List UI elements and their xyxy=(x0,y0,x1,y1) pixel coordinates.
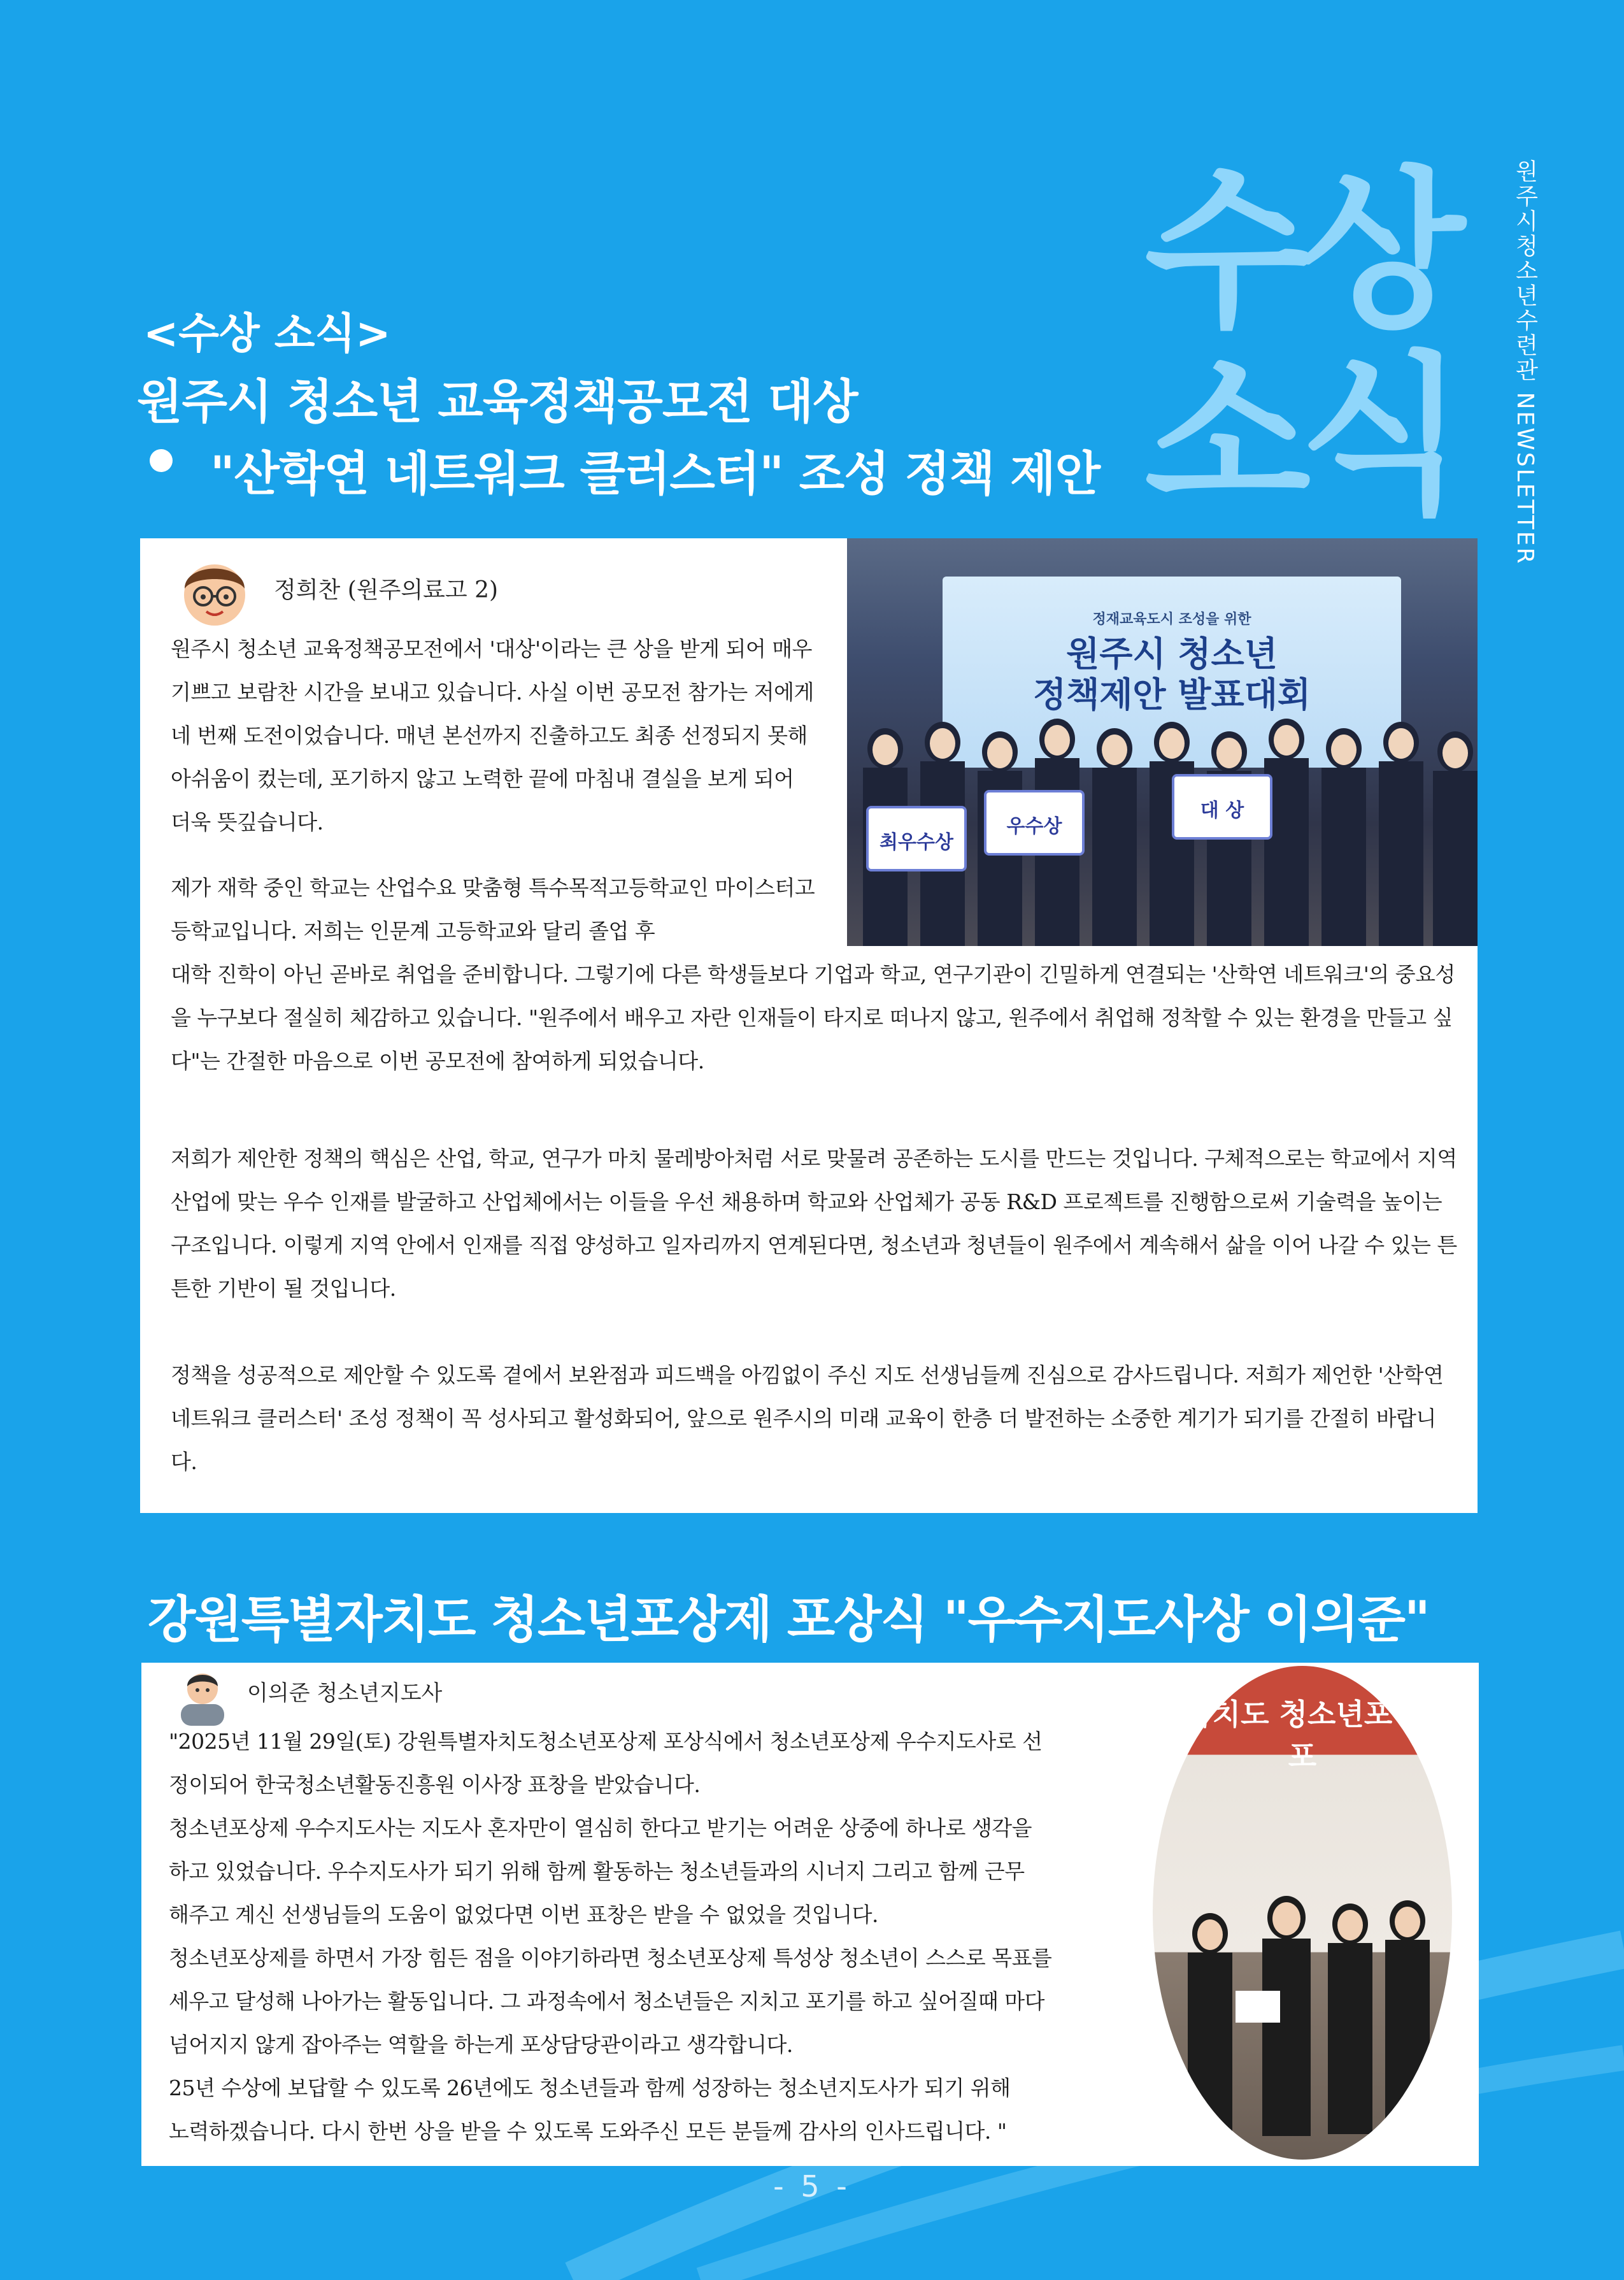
article1-paragraph: 대학 진학이 아닌 곧바로 취업을 준비합니다. 그렇기에 다른 학생들보다 기업과 학교, 연구기관이 긴밀하게 연결되는 '산학연 네트워크'의 중요성을 누구보다 절실히 체감하고 있습니다. "원주에서 배우고 자란 인재들이 타지로 떠나지 않고, 원주에서 취업해 정착할 수 있는 환경을 만들고 싶다"는 간절한 마음으로 이번 공모전에 참여하게 되었습니다. xyxy=(171,962,1455,1073)
article1-paragraph: 제가 재학 중인 학교는 산업수요 맞춤형 특수목적고등학교인 마이스터고등학교입니다. 저희는 인문계 고등학교와 달리 졸업 후 xyxy=(171,875,815,943)
article2-headline: 강원특별자치도 청소년포상제 포상식 "우수지도사상 이의준" xyxy=(148,1591,1429,1649)
screen-title: 원주시 청소년 정책제안 발표대회 xyxy=(1032,634,1311,715)
newsletter-watermark-title: 수상 소식 xyxy=(1144,151,1454,536)
award-placard: 대 상 xyxy=(1172,774,1272,840)
page-number: - 5 - xyxy=(773,2169,851,2204)
article2-body: "2025년 11월 29일(토) 강원특별자치도청소년포상제 포상식에서 청소년포상제 우수지도사로 선 정이되어 한국청소년활동진흥원 이사장 표창을 받았습니다. 청소년포상제 우수지도사는 지도사 혼자만이 열심히 한다고 받기는 어려운 상중에 하나로 생각을 하고 있었습니다. 우수지도사가 되기 위해 함께 활동하는 청소년들과의 시너지 그리고 함께 근무 해주고 계신 선생님들의 도움이 없었다면 이번 표창은 받을 수 없었을 것입니다. 청소년포상제를 하면서 가장 힘든 점을 이야기하라면 청소년포상제 특성상 청소년이 스스로 목표를 세우고 달성해 나아가는 활동입니다. 그 과정속에서 청소년들은 지치고 포기를 하고 싶어질때 마다 넘어지지 않게 잡아주는 역할을 하는게 포상담당관이라고 생각합니다. 25년 수상에 보답할 수 있도록 26년에도 청소년들과 함께 성장하는 청소년지도사가 되기 위해 노력하겠습니다. 다시 한번 상을 받을 수 있도록 도와주신 모든 분들께 감사의 인사드립니다. " xyxy=(169,1729,1052,2144)
article1-paragraph: 정책을 성공적으로 제안할 수 있도록 곁에서 보완점과 피드백을 아낌없이 주신 지도 선생님들께 진심으로 감사드립니다. 저희가 제언한 '산학연 네트워크 클러스터' 조성 정책이 꼭 성사되고 활성화되어, 앞으로 원주시의 미래 교육이 한층 더 발전하는 소중한 계기가 되기를 간절히 바랍니다. xyxy=(171,1363,1444,1474)
award-photo-oval xyxy=(1153,1666,1452,2160)
article1-paragraph: 원주시 청소년 교육정책공모전에서 '대상'이라는 큰 상을 받게 되어 매우 기쁘고 보람찬 시간을 보내고 있습니다. 사실 이번 공모전 참가는 저에게 네 번째 도전이었습니다. 매년 본선까지 진출하고도 최종 선정되지 못해 아쉬움이 컸는데, 포기하지 않고 노력한 끝에 마침내 결실을 보게 되어 더욱 뜻깊습니다. xyxy=(171,636,814,835)
award-placard: 우수상 xyxy=(984,790,1085,856)
student-avatar-icon xyxy=(173,549,256,632)
award-ceremony-photo xyxy=(847,538,1478,946)
article1-paragraph: 저희가 제안한 정책의 핵심은 산업, 학교, 연구가 마치 물레방아처럼 서로 맞물려 공존하는 도시를 만드는 것입니다. 구체적으로는 학교에서 지역 산업에 맞는 우수 인재를 발굴하고 산업체에서는 이들을 우선 채용하며 학교와 산업체가 공동 R&D 프로젝트를 진행함으로써 기술력을 높이는 구조입니다. 이렇게 지역 안에서 인재를 직접 양성하고 일자리까지 연계된다면, 청소년과 청년들이 원주에서 계속해서 삶을 이어 나갈 수 있는 튼튼한 기반이 될 것입니다. xyxy=(171,1146,1457,1301)
article1-subheadline: "산학연 네트워크 클러스터" 조성 정책 제안 xyxy=(210,447,1100,501)
article1-headline: 원주시 청소년 교육정책공모전 대상 xyxy=(137,375,858,429)
section-kicker: <수상 소식> xyxy=(143,309,391,358)
event-banner: 별자치도 청소년포상제 포 xyxy=(1155,1697,1449,1774)
article2-author: 이의준 청소년지도사 xyxy=(247,1681,443,1706)
awardee-silhouettes xyxy=(1153,1857,1452,2160)
instructor-avatar-icon xyxy=(172,1665,233,1726)
screen-subtitle: 정재교육도시 조성을 위한 xyxy=(1092,612,1251,627)
newsletter-side-label: 원주시청소년수련관 NEWSLETTER xyxy=(1512,159,1538,566)
article1-author: 정희찬 (원주의료고 2) xyxy=(274,577,499,603)
award-placard: 최우수상 xyxy=(866,806,967,871)
